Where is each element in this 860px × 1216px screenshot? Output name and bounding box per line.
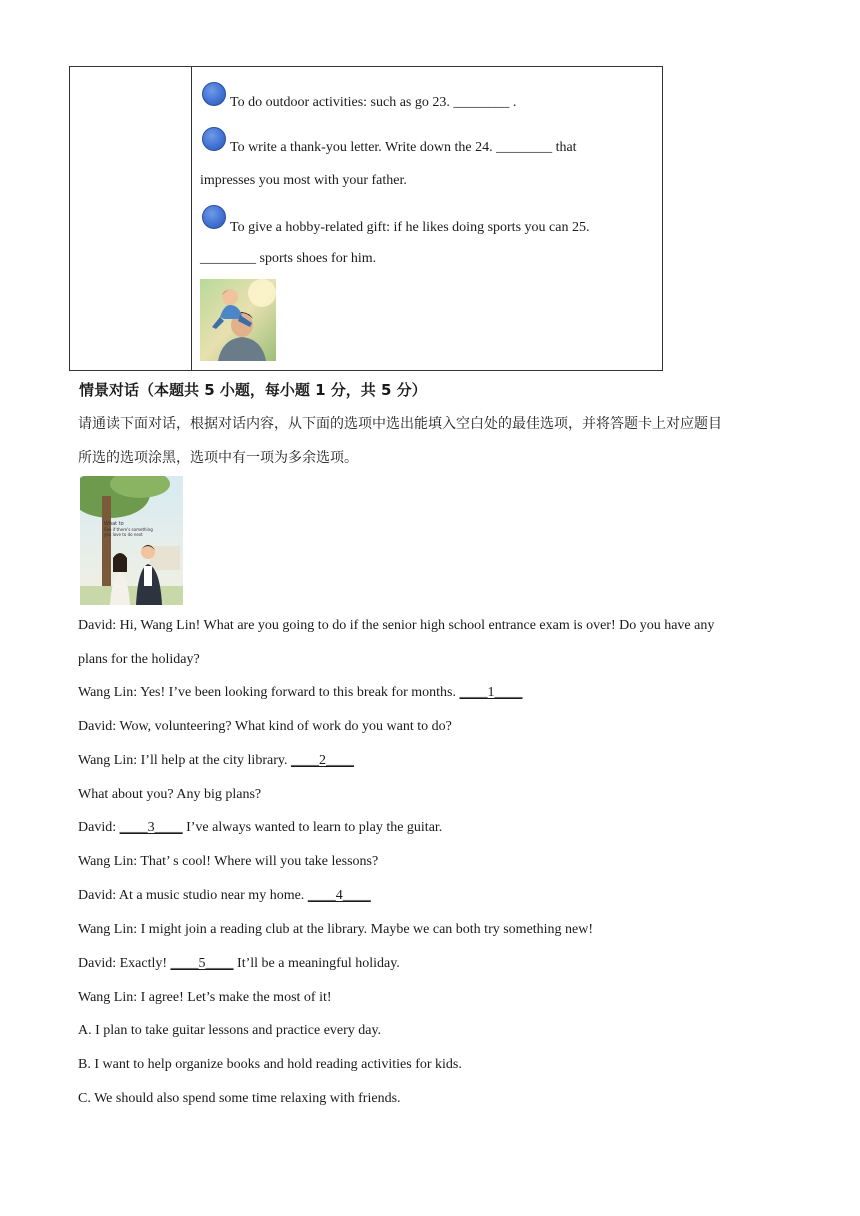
dialogue-photo	[80, 476, 183, 605]
bullet-1-icon	[202, 82, 226, 106]
instruction-line-2: 所选的选项涂黑，选项中有一项为多余选项。	[78, 450, 358, 466]
bullet-3-icon	[202, 205, 226, 229]
table-item-2: To write a thank-you letter. Write down the 24. ________ that	[230, 140, 577, 155]
dialogue-line: plans for the holiday?	[78, 652, 200, 667]
dialogue-line: David: Exactly! ____5____ It’ll be a meaningful holiday.	[78, 956, 400, 971]
dialogue-line: Wang Lin: I might join a reading club at the library. Maybe we can both try something new!	[78, 922, 594, 937]
dialogue-line: Wang Lin: That’ s cool! Where will you take lessons?	[78, 854, 379, 869]
dialogue-line: David: At a music studio near my home. ____4____	[78, 888, 371, 903]
dialogue-line: David: Wow, volunteering? What kind of work do you want to do?	[78, 719, 452, 734]
table-item-2-cont: impresses you most with your father.	[200, 173, 407, 188]
option-a: A. I plan to take guitar lessons and practice every day.	[78, 1023, 382, 1038]
bullet-2-icon	[202, 127, 226, 151]
dialogue-line: David: Hi, Wang Lin! What are you going to do if the senior high school entrance exam is over! Do you have any	[78, 618, 715, 633]
dialogue-line: What about you? Any big plans?	[78, 787, 262, 802]
dialogue-line: Wang Lin: I’ll help at the city library. ____2____	[78, 753, 354, 768]
poster-line-2: you love to do next	[104, 532, 143, 537]
blank-5: ____5____	[170, 956, 234, 971]
poster-line-1: See if there's something	[104, 527, 153, 532]
instruction-line-1: 请通读下面对话，根据对话内容，从下面的选项中选出能填入空白处的最佳选项，并将答题卡上对应题目	[78, 416, 722, 432]
dialogue-line: Wang Lin: I agree! Let’s make the most of it!	[78, 990, 332, 1005]
table-item-1: To do outdoor activities: such as go 23. ________ .	[230, 95, 517, 110]
info-table	[69, 66, 663, 371]
option-c: C. We should also spend some time relaxing with friends.	[78, 1091, 401, 1106]
option-b: B. I want to help organize books and hold reading activities for kids.	[78, 1057, 462, 1072]
table-item-3-cont: ________ sports shoes for him.	[200, 251, 377, 266]
table-divider	[191, 67, 192, 370]
blank-3: ____3____	[119, 820, 183, 835]
table-item-3: To give a hobby-related gift: if he likes doing sports you can 25.	[230, 220, 590, 235]
dialogue-line: David: ____3____ I’ve always wanted to learn to play the guitar.	[78, 820, 443, 835]
blank-4: ____4____	[307, 888, 371, 903]
poster-title: What to	[104, 521, 124, 527]
father-child-photo	[200, 279, 276, 361]
blank-1: ____1____	[459, 685, 523, 700]
dialogue-line: Wang Lin: Yes! I’ve been looking forward to this break for months. ____1____	[78, 685, 523, 700]
blank-2: ____2____	[290, 753, 354, 768]
section-heading: 情景对话（本题共 5 小题，每小题 1 分，共 5 分）	[79, 381, 427, 399]
